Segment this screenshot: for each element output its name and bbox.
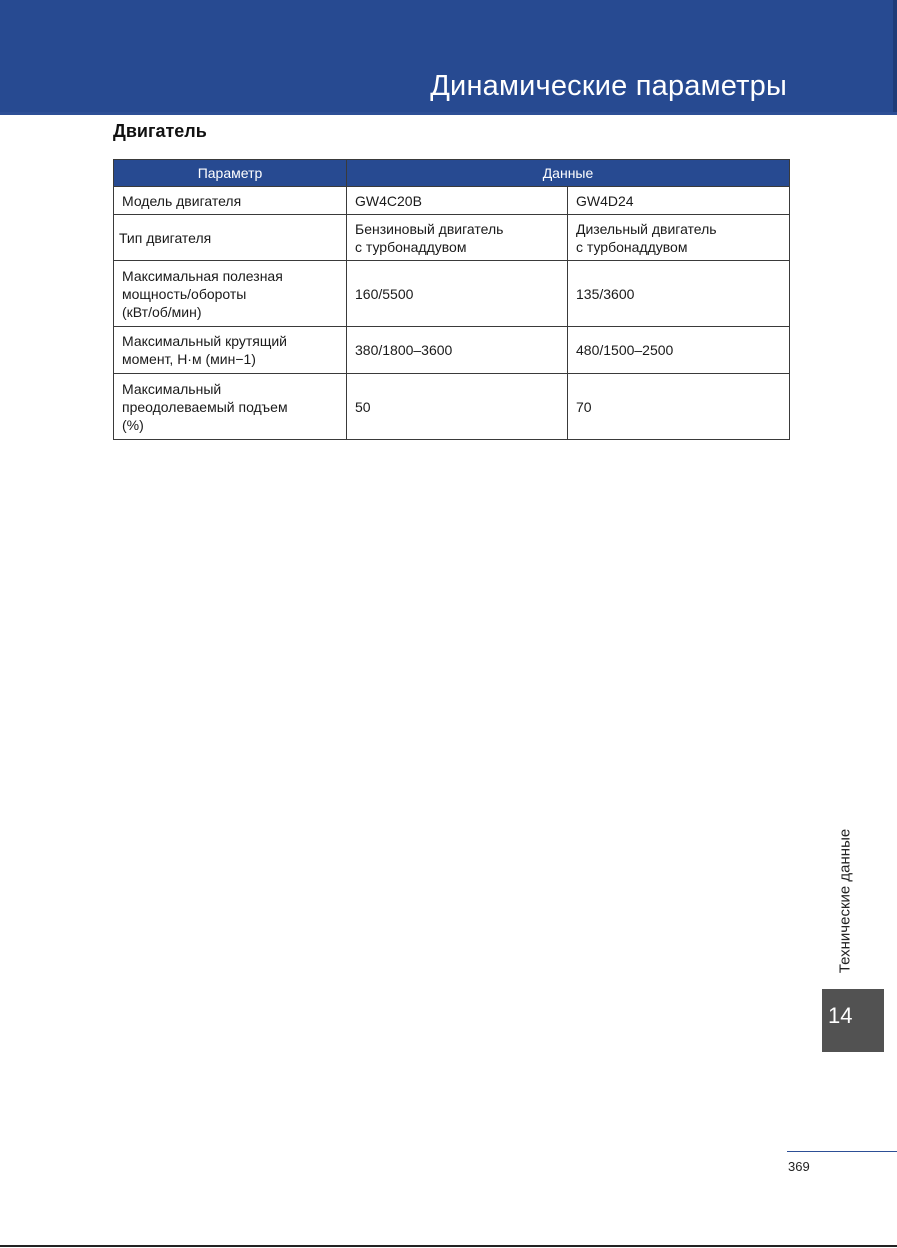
row-label-max-torque: Максимальный крутящий момент, Н·м (мин−1) <box>114 327 347 374</box>
table-row <box>114 374 790 440</box>
cell-value: GW4C20B <box>347 187 568 215</box>
cell-value: 480/1500–2500 <box>568 327 790 374</box>
cell-value: GW4D24 <box>568 187 790 215</box>
chapter-number-tab <box>822 989 884 1052</box>
cell-value: 380/1800–3600 <box>347 327 568 374</box>
cell-value: 160/5500 <box>347 261 568 327</box>
table-row <box>114 327 790 374</box>
row-label-max-gradient: Максимальный преодолеваемый подъем (%) <box>114 374 347 440</box>
row-label-engine-type: Тип двигателя <box>114 215 347 261</box>
chapter-name: Технические данные <box>836 828 854 973</box>
chapter-side-label <box>830 823 860 978</box>
cell-value: 70 <box>568 374 790 440</box>
table-row <box>114 187 790 215</box>
chapter-number: 14 <box>828 1003 853 1028</box>
row-label-max-power: Максимальная полезная мощность/обороты (кВт/об/мин) <box>114 261 347 327</box>
table-row <box>114 215 790 261</box>
cell-value: 50 <box>347 374 568 440</box>
section-title: Двигатель <box>113 121 207 141</box>
bottom-border <box>0 1245 897 1247</box>
column-header-data: Данные <box>347 160 790 187</box>
cell-value: 135/3600 <box>568 261 790 327</box>
row-label-engine-model: Модель двигателя <box>114 187 347 215</box>
cell-value: Бензиновый двигатель с турбонаддувом <box>347 215 568 261</box>
table-header-row <box>114 160 790 187</box>
footer-rule <box>787 1151 897 1152</box>
page-number: 369 <box>788 1159 810 1174</box>
engine-spec-table <box>113 159 790 440</box>
header-edge <box>893 0 897 112</box>
column-header-parameter: Параметр <box>114 160 347 187</box>
page-title: Динамические параметры <box>430 70 787 102</box>
table-row <box>114 261 790 327</box>
header-underline <box>0 112 897 115</box>
cell-value: Дизельный двигатель с турбонаддувом <box>568 215 790 261</box>
